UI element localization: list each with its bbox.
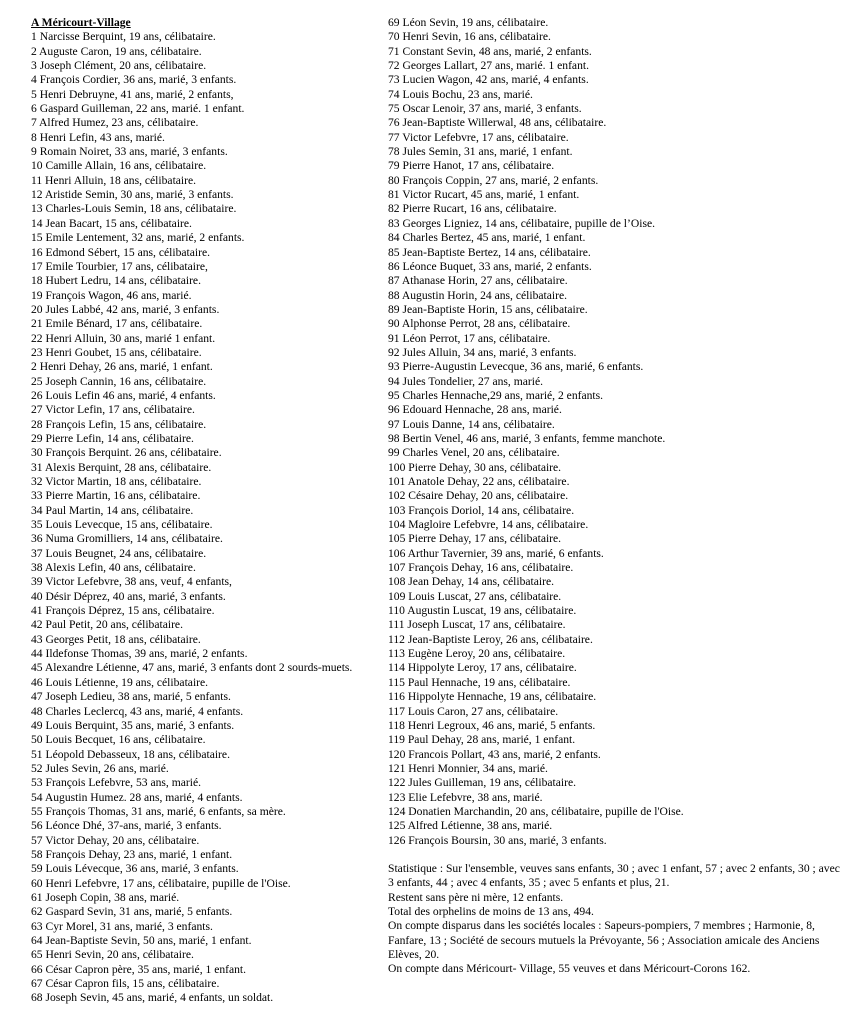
list-item: 91 Léon Perrot, 17 ans, célibataire. — [388, 331, 551, 345]
list-item: 62 Gaspard Sevin, 31 ans, marié, 5 enfants. — [31, 905, 233, 919]
list-item: 46 Louis Létienne, 19 ans, célibataire. — [31, 675, 209, 689]
list-item: 32 Victor Martin, 18 ans, célibataire. — [31, 475, 202, 488]
list-item: 13 Charles-Louis Semin, 18 ans, célibataire. — [31, 202, 237, 216]
list-item: 5 Henri Debruyne, 41 ans, marié, 2 enfants, — [31, 87, 234, 101]
left-entry-list — [31, 30, 381, 1005]
list-item: 60 Henri Lefebvre, 17 ans, célibataire, pupille de l'Oise. — [31, 876, 291, 890]
list-item: 120 Francois Pollart, 43 ans, marié, 2 enfants. — [388, 747, 601, 761]
list-item: 111 Joseph Luscat, 17 ans, célibataire. — [388, 618, 566, 632]
list-item: 74 Louis Bochu, 23 ans, marié. — [388, 87, 533, 101]
list-item: 57 Victor Dehay, 20 ans, célibataire. — [31, 833, 200, 847]
list-item: 123 Elie Lefebvre, 38 ans, marié. — [388, 790, 543, 804]
list-item: 55 François Thomas, 31 ans, marié, 6 enfants, sa mère. — [31, 804, 286, 818]
list-item: 101 Anatole Dehay, 22 ans, célibataire. — [388, 475, 570, 488]
list-item: 77 Victor Lefebvre, 17 ans, célibataire. — [388, 130, 569, 144]
list-item: 94 Jules Tondelier, 27 ans, marié. — [388, 374, 543, 388]
list-item: 19 François Wagon, 46 ans, marié. — [31, 288, 192, 302]
list-item: 25 Joseph Cannin, 16 ans, célibataire. — [31, 374, 207, 388]
list-item: 12 Aristide Semin, 30 ans, marié, 3 enfants. — [31, 188, 234, 202]
list-item: 70 Henri Sevin, 16 ans, célibataire. — [388, 30, 551, 44]
list-item: 81 Victor Rucart, 45 ans, marié, 1 enfant. — [388, 188, 580, 202]
list-item: 38 Alexis Lefin, 40 ans, célibataire. — [31, 561, 196, 575]
list-item: 116 Hippolyte Hennache, 19 ans, célibataire. — [388, 690, 597, 704]
list-item: 35 Louis Levecque, 15 ans, célibataire. — [31, 518, 213, 532]
list-item: 68 Joseph Sevin, 45 ans, marié, 4 enfants, un soldat. — [31, 991, 274, 1005]
statistics-block — [388, 862, 843, 977]
list-item: 28 François Lefin, 15 ans, célibataire. — [31, 417, 207, 431]
statistics-paragraph: Statistique : Sur l'ensemble, veuves sans enfants, 30 ; avec 1 enfant, 57 ; avec 2 enfants, 30 ; avec 3 enfants, 44 ; avec 4 enfants, 35 ; avec 5 enfants et plus, 21. — [388, 861, 840, 890]
list-item: 2 Henri Dehay, 26 ans, marié, 1 enfant. — [31, 360, 213, 374]
left-column — [31, 16, 381, 1006]
list-item: 44 Ildefonse Thomas, 39 ans, marié, 2 enfants. — [31, 647, 248, 661]
statistics-paragraph: On compte dans Méricourt- Village, 55 veuves et dans Méricourt-Corons 162. — [388, 962, 751, 976]
list-item: 65 Henri Sevin, 20 ans, célibataire. — [31, 948, 194, 962]
list-item: 22 Henri Alluin, 30 ans, marié 1 enfant. — [31, 331, 216, 345]
list-item: 85 Jean-Baptiste Bertez, 14 ans, célibataire. — [388, 245, 591, 259]
list-item: 106 Arthur Tavernier, 39 ans, marié, 6 enfants. — [388, 546, 604, 560]
list-item: 109 Louis Luscat, 27 ans, célibataire. — [388, 589, 562, 603]
right-entry-list — [388, 16, 843, 848]
list-item: 47 Joseph Ledieu, 38 ans, marié, 5 enfants. — [31, 690, 231, 704]
list-item: 98 Bertin Venel, 46 ans, marié, 3 enfants, femme manchote. — [388, 431, 666, 445]
list-item: 20 Jules Labbé, 42 ans, marié, 3 enfants. — [31, 302, 220, 316]
list-item: 69 Léon Sevin, 19 ans, célibataire. — [388, 16, 549, 29]
list-item: 2 Auguste Caron, 19 ans, célibataire. — [31, 44, 202, 58]
list-item: 115 Paul Hennache, 19 ans, célibataire. — [388, 675, 571, 689]
list-item: 76 Jean-Baptiste Willerwal, 48 ans, célibataire. — [388, 116, 607, 130]
list-item: 103 François Doriol, 14 ans, célibataire. — [388, 503, 575, 517]
list-item: 102 Césaire Dehay, 20 ans, célibataire. — [388, 489, 569, 503]
list-item: 88 Augustin Horin, 24 ans, célibataire. — [388, 288, 568, 302]
list-item: 96 Edouard Hennache, 28 ans, marié. — [388, 403, 562, 417]
list-item: 64 Jean-Baptiste Sevin, 50 ans, marié, 1 enfant. — [31, 934, 252, 947]
list-item: 61 Joseph Copin, 38 ans, marié. — [31, 890, 180, 904]
list-item: 93 Pierre-Augustin Levecque, 36 ans, marié, 6 enfants. — [388, 360, 644, 374]
list-item: 39 Victor Lefebvre, 38 ans, veuf, 4 enfants, — [31, 575, 232, 589]
list-item: 11 Henri Alluin, 18 ans, célibataire. — [31, 173, 197, 187]
list-item: 27 Victor Lefin, 17 ans, célibataire. — [31, 403, 195, 417]
list-item: 105 Pierre Dehay, 17 ans, célibataire. — [388, 532, 562, 546]
list-item: 113 Eugène Leroy, 20 ans, célibataire. — [388, 647, 566, 661]
list-item: 119 Paul Dehay, 28 ans, marié, 1 enfant. — [388, 733, 576, 747]
list-item: 4 François Cordier, 36 ans, marié, 3 enfants. — [31, 73, 237, 87]
list-item: 14 Jean Bacart, 15 ans, célibataire. — [31, 216, 192, 230]
list-item: 107 François Dehay, 16 ans, célibataire. — [388, 561, 574, 575]
list-item: 10 Camille Allain, 16 ans, célibataire. — [31, 159, 207, 173]
list-item: 67 César Capron fils, 15 ans, célibataire. — [31, 977, 220, 991]
list-item: 3 Joseph Clément, 20 ans, célibataire. — [31, 59, 207, 73]
list-item: 114 Hippolyte Leroy, 17 ans, célibataire. — [388, 661, 577, 675]
list-item: 8 Henri Lefin, 43 ans, marié. — [31, 130, 165, 144]
list-item: 122 Jules Guilleman, 19 ans, célibataire. — [388, 776, 577, 790]
list-item: 36 Numa Gromilliers, 14 ans, célibataire. — [31, 532, 223, 546]
list-item: 52 Jules Sevin, 26 ans, marié. — [31, 761, 169, 775]
list-item: 42 Paul Petit, 20 ans, célibataire. — [31, 618, 183, 632]
list-item: 45 Alexandre Létienne, 47 ans, marié, 3 enfants dont 2 sourds-muets. — [31, 661, 353, 675]
list-item: 50 Louis Becquet, 16 ans, célibataire. — [31, 733, 206, 747]
list-item: 30 François Berquint. 26 ans, célibataire. — [31, 446, 222, 460]
list-item: 124 Donatien Marchandin, 20 ans, célibataire, pupille de l'Oise. — [388, 804, 684, 818]
list-item: 72 Georges Lallart, 27 ans, marié. 1 enfant. — [388, 59, 589, 73]
list-item: 43 Georges Petit, 18 ans, célibataire. — [31, 632, 201, 646]
list-item: 79 Pierre Hanot, 17 ans, célibataire. — [388, 159, 555, 173]
list-item: 97 Louis Danne, 14 ans, célibataire. — [388, 417, 555, 431]
list-item: 92 Jules Alluin, 34 ans, marié, 3 enfants. — [388, 345, 577, 359]
list-item: 17 Emile Tourbier, 17 ans, célibataire, — [31, 259, 208, 273]
list-item: 73 Lucien Wagon, 42 ans, marié, 4 enfants. — [388, 73, 589, 87]
list-item: 121 Henri Monnier, 34 ans, marié. — [388, 761, 548, 775]
list-item: 71 Constant Sevin, 48 ans, marié, 2 enfants. — [388, 44, 592, 58]
list-item: 84 Charles Bertez, 45 ans, marié, 1 enfant. — [388, 231, 586, 245]
list-item: 26 Louis Lefin 46 ans, marié, 4 enfants. — [31, 388, 216, 402]
list-item: 37 Louis Beugnet, 24 ans, célibataire. — [31, 546, 207, 560]
list-item: 89 Jean-Baptiste Horin, 15 ans, célibataire. — [388, 302, 588, 316]
list-item: 48 Charles Leclercq, 43 ans, marié, 4 enfants. — [31, 704, 244, 718]
list-item: 63 Cyr Morel, 31 ans, marié, 3 enfants. — [31, 919, 213, 933]
list-item: 59 Louis Lévecque, 36 ans, marié, 3 enfants. — [31, 862, 239, 876]
list-item: 16 Edmond Sébert, 15 ans, célibataire. — [31, 245, 211, 259]
list-item: 9 Romain Noiret, 33 ans, marié, 3 enfants. — [31, 145, 228, 159]
list-item: 100 Pierre Dehay, 30 ans, célibataire. — [388, 460, 562, 474]
list-item: 29 Pierre Lefin, 14 ans, célibataire. — [31, 431, 194, 445]
list-item: 110 Augustin Luscat, 19 ans, célibataire. — [388, 604, 577, 618]
right-column — [388, 16, 843, 977]
list-item: 58 François Dehay, 23 ans, marié, 1 enfant. — [31, 847, 233, 861]
list-item: 34 Paul Martin, 14 ans, célibataire. — [31, 503, 194, 517]
list-item: 86 Léonce Buquet, 33 ans, marié, 2 enfants. — [388, 259, 592, 273]
list-item: 1 Narcisse Berquint, 19 ans, célibataire. — [31, 30, 216, 44]
list-item: 56 Léonce Dhé, 37-ans, marié, 3 enfants. — [31, 819, 222, 833]
list-item: 40 Désir Déprez, 40 ans, marié, 3 enfants. — [31, 589, 226, 603]
list-item: 104 Magloire Lefebvre, 14 ans, célibataire. — [388, 518, 589, 532]
list-item: 87 Athanase Horin, 27 ans, célibataire. — [388, 274, 568, 288]
list-item: 118 Henri Legroux, 46 ans, marié, 5 enfants. — [388, 718, 596, 732]
list-item: 53 François Lefebvre, 53 ans, marié. — [31, 776, 201, 790]
list-item: 23 Henri Goubet, 15 ans, célibataire. — [31, 345, 202, 359]
list-item: 6 Gaspard Guilleman, 22 ans, marié. 1 enfant. — [31, 102, 245, 116]
list-item: 126 François Boursin, 30 ans, marié, 3 enfants. — [388, 833, 607, 847]
list-item: 80 François Coppin, 27 ans, marié, 2 enfants. — [388, 173, 599, 187]
document-title: A Méricourt-Village — [31, 16, 131, 29]
list-item: 15 Emile Lentement, 32 ans, marié, 2 enfants. — [31, 231, 245, 245]
list-item: 99 Charles Venel, 20 ans, célibataire. — [388, 446, 560, 460]
list-item: 7 Alfred Humez, 23 ans, célibataire. — [31, 116, 199, 130]
statistics-paragraph: On compte disparus dans les sociétés locales : Sapeurs-pompiers, 7 membres ; Harmonie, 8, Fanfare, 13 ; Société de secours mutuels la Prévoyante, 56 ; Association amicale des Anciens Elèves, 20. — [388, 919, 820, 961]
list-item: 49 Louis Berquint, 35 ans, marié, 3 enfants. — [31, 718, 235, 732]
list-item: 75 Oscar Lenoir, 37 ans, marié, 3 enfants. — [388, 102, 582, 116]
list-item: 41 François Déprez, 15 ans, célibataire. — [31, 604, 215, 618]
list-item: 82 Pierre Rucart, 16 ans, célibataire. — [388, 202, 557, 216]
list-item: 66 César Capron père, 35 ans, marié, 1 enfant. — [31, 962, 247, 976]
list-item: 95 Charles Hennache,29 ans, marié, 2 enfants. — [388, 388, 604, 402]
list-item: 51 Léopold Debasseux, 18 ans, célibataire. — [31, 747, 230, 761]
list-item: 90 Alphonse Perrot, 28 ans, célibataire. — [388, 317, 571, 331]
list-item: 125 Alfred Létienne, 38 ans, marié. — [388, 819, 553, 833]
list-item: 33 Pierre Martin, 16 ans, célibataire. — [31, 489, 201, 503]
list-item: 112 Jean-Baptiste Leroy, 26 ans, célibataire. — [388, 632, 593, 646]
list-item: 18 Hubert Ledru, 14 ans, célibataire. — [31, 274, 201, 288]
statistics-paragraph: Total des orphelins de moins de 13 ans, 494. — [388, 904, 594, 918]
list-item: 21 Emile Bénard, 17 ans, célibataire. — [31, 317, 203, 331]
list-item: 78 Jules Semin, 31 ans, marié, 1 enfant. — [388, 145, 573, 159]
list-item: 54 Augustin Humez. 28 ans, marié, 4 enfants. — [31, 790, 243, 804]
list-item: 108 Jean Dehay, 14 ans, célibataire. — [388, 575, 555, 589]
list-item: 83 Georges Ligniez, 14 ans, célibataire, pupille de l’Oise. — [388, 216, 656, 230]
list-item: 31 Alexis Berquint, 28 ans, célibataire. — [31, 460, 212, 474]
statistics-paragraph: Restent sans père ni mère, 12 enfants. — [388, 890, 564, 904]
list-item: 117 Louis Caron, 27 ans, célibataire. — [388, 704, 559, 718]
